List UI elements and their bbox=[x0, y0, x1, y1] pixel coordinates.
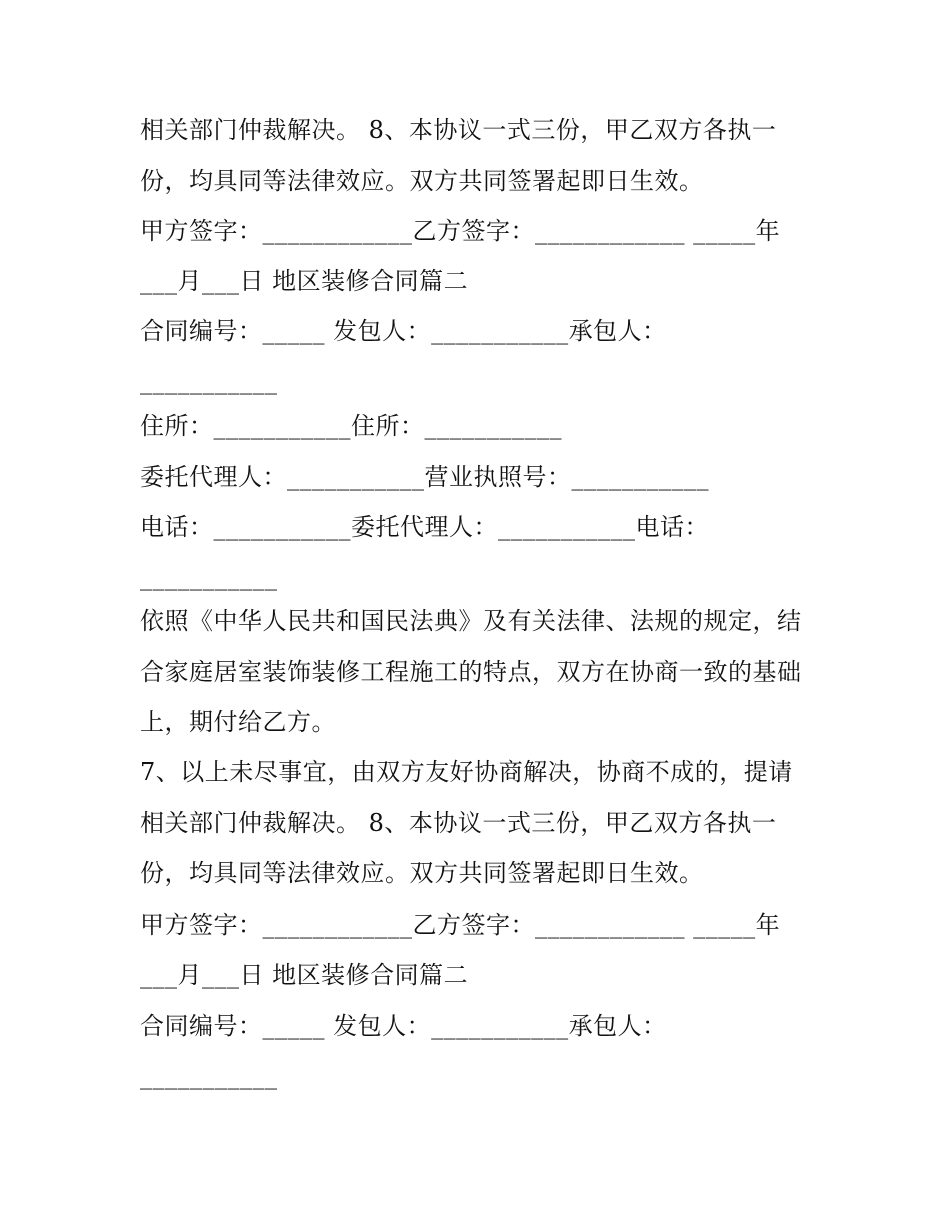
text-line: 相关部门仲裁解决。 8、本协议一式三份，甲乙双方各执一 bbox=[140, 116, 777, 144]
phone-line: 电话：___________委托代理人：___________电话： bbox=[140, 513, 709, 541]
blank-field-line: ___________ bbox=[140, 563, 278, 591]
agent-license-line: 委托代理人：___________营业执照号：___________ bbox=[140, 463, 709, 491]
text-line: 7、以上未尽事宜，由双方友好协商解决，协商不成的，提请 bbox=[140, 758, 793, 786]
section-heading-line: ___月___日 地区装修合同篇二 bbox=[140, 961, 469, 989]
text-line: 依照《中华人民共和国民法典》及有关法律、法规的规定，结 bbox=[140, 607, 802, 635]
blank-field-line: ___________ bbox=[140, 367, 278, 395]
text-line: 份，均具同等法律效应。双方共同签署起即日生效。 bbox=[140, 167, 704, 195]
text-line: 合家庭居室装饰装修工程施工的特点，双方在协商一致的基础 bbox=[140, 658, 802, 686]
text-line: 相关部门仲裁解决。 8、本协议一式三份，甲乙双方各执一 bbox=[140, 809, 777, 837]
contract-number-line: 合同编号：_____ 发包人：___________承包人： bbox=[140, 317, 667, 345]
blank-field-line: ___________ bbox=[140, 1062, 278, 1090]
address-line: 住所：___________住所：___________ bbox=[140, 412, 562, 440]
section-heading-line: ___月___日 地区装修合同篇二 bbox=[140, 267, 469, 295]
contract-number-line: 合同编号：_____ 发包人：___________承包人： bbox=[140, 1012, 667, 1040]
signature-line: 甲方签字：____________乙方签字：____________ _____年 bbox=[140, 217, 781, 245]
text-line: 份，均具同等法律效应。双方共同签署起即日生效。 bbox=[140, 859, 704, 887]
signature-line: 甲方签字：____________乙方签字：____________ _____年 bbox=[140, 911, 781, 939]
text-line: 上，期付给乙方。 bbox=[140, 708, 336, 736]
